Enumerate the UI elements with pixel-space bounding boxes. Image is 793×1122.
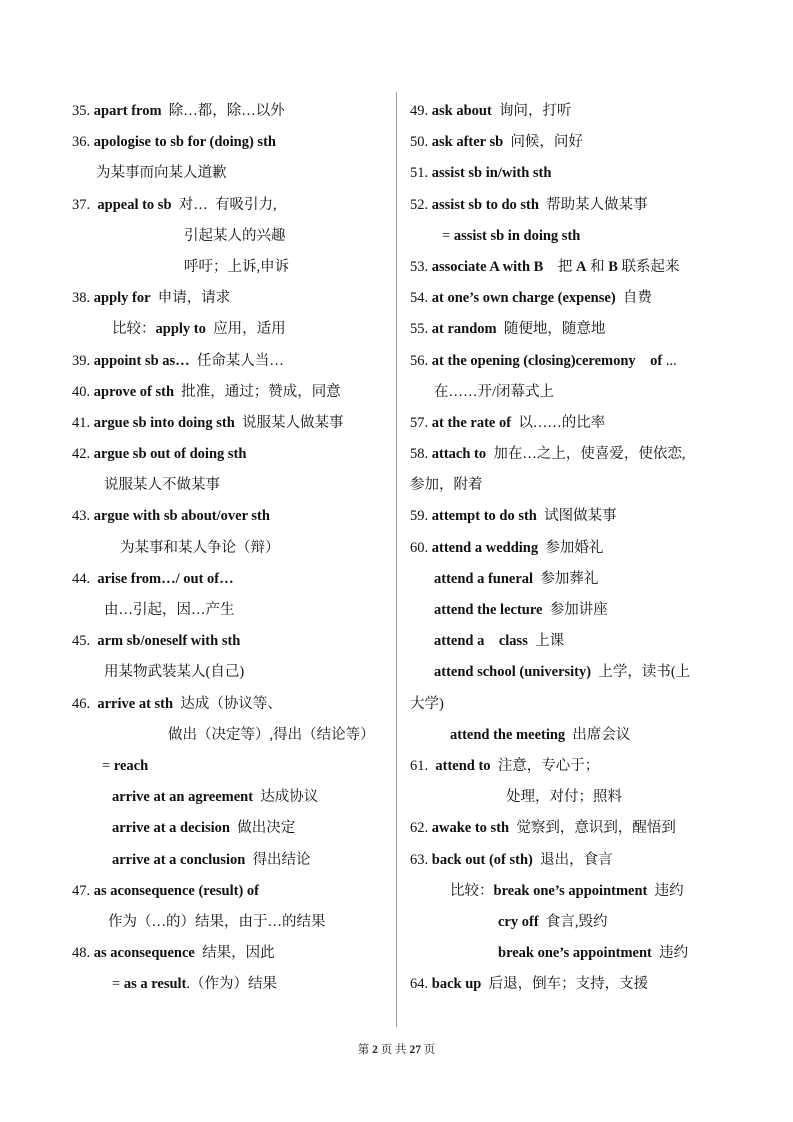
vocab-line [72,439,390,470]
column-divider [396,92,397,1027]
vocab-line [410,533,730,564]
phrase-extra: break one’s appointment [493,882,648,899]
entry-number: 47. [72,882,94,899]
vocab-line [72,127,390,158]
definition-extra: 应用，适用 [205,321,286,338]
vocab-line [410,190,730,221]
phrase: at random [431,321,497,338]
vocab-line [72,751,390,782]
vocab-line [410,907,730,938]
definition: 后退，倒车；支持，支援 [481,976,649,993]
phrase: apologise to sb for (doing) sth [93,134,276,151]
definition: 自费 [615,290,652,307]
vocab-line [410,501,730,532]
phrase: attend the meeting [450,726,566,743]
vocab-line [72,190,390,221]
phrase: appoint sb as… [93,352,190,369]
vocab-line [410,96,730,127]
phrase: attend a wedding [431,539,539,556]
vocab-line [410,283,730,314]
phrase: attach to [431,446,487,463]
vocab-line [410,377,730,408]
definition: 上课 [527,633,565,650]
entry-number: 62. [410,820,432,837]
vocab-line [72,720,390,751]
definition: 说服某人不做某事 [104,477,220,494]
phrase: associate A with B [431,258,544,275]
phrase: aprove of sth [93,383,175,400]
definition: 帮助某人做某事 [538,196,648,213]
phrase: attend a class [434,633,528,650]
phrase: at one’s own charge (expense) [431,290,616,307]
entry-number: 46. [72,695,98,712]
entry-number: 60. [410,539,432,556]
footer-middle: 页 共 [377,1044,410,1056]
vocab-line [72,876,390,907]
definition: 得出结论 [245,851,311,868]
definition: 做出（决定等）,得出（结论等） [168,726,375,743]
vocab-line [410,564,730,595]
definition: ... [662,352,677,369]
entry-number: 59. [410,508,432,525]
phrase: as aconsequence (result) of [93,882,260,899]
entry-number: 40. [72,383,94,400]
vocab-line [72,845,390,876]
definition: 觉察到，意识到，醒悟到 [509,820,676,837]
definition: 处理，对付；照料 [506,789,622,806]
phrase: argue sb out of doing sth [93,446,247,463]
vocab-line [72,377,390,408]
vocab-line [410,314,730,345]
entry-number: 53. [410,258,432,275]
entry-number: 36. [72,134,94,151]
definition: 试图做某事 [536,508,617,525]
vocab-line [410,657,730,688]
definition: 呼吁；上诉,申诉 [184,258,290,275]
vocab-line [72,564,390,595]
entry-number: 54. [410,290,432,307]
phrase: argue sb into doing sth [93,414,235,431]
vocab-line [410,720,730,751]
vocab-line [410,969,730,1000]
left-column [72,96,390,1000]
footer-prefix: 第 [357,1044,373,1056]
definition: 问候，问好 [503,134,583,151]
vocab-line [410,595,730,626]
definition: 大学) [410,695,444,712]
vocab-line [410,626,730,657]
phrase: appeal to sb [97,196,172,213]
definition: 批准，通过；赞成，同意 [174,383,341,400]
vocab-line [72,221,390,252]
vocab-line [410,470,730,501]
phrase-extra: A [575,258,587,275]
entry-number: 64. [410,976,432,993]
vocab-line [410,938,730,969]
entry-number: 56. [410,352,432,369]
vocab-line [72,813,390,844]
definition: 用某物武装某人(自己) [104,664,245,681]
definition: 由…引起，因…产生 [104,602,235,618]
definition: 在……开/闭幕式上 [434,383,555,400]
vocab-line [410,252,730,283]
phrase: arise from…/ out of… [97,570,234,587]
vocab-line [72,907,390,938]
vocab-line [410,221,730,252]
phrase: arm sb/oneself with sth [97,633,241,650]
definition: 比较： [450,882,494,899]
phrase: as aconsequence [93,945,195,962]
vocab-line [72,969,390,1000]
phrase: at the opening (closing)ceremony of [431,352,663,369]
definition: 申请，请求 [150,290,231,307]
definition: 达成（协议等、 [173,695,282,712]
definition: 参加葬礼 [533,570,599,587]
definition: = [102,757,114,774]
definition: 作为（…的）结果，由于…的结果 [108,913,326,930]
definition: 任命某人当… [189,352,284,369]
definition: = [112,976,124,993]
phrase-extra: apply to [155,321,206,338]
footer-suffix: 页 [420,1044,436,1056]
entry-number: 61. [410,757,436,774]
phrase: ask about [431,103,492,119]
vocab-line [72,346,390,377]
entry-number: 37. [72,196,98,213]
definition: 说服某人做某事 [234,414,344,431]
vocab-line [72,252,390,283]
definition: 退出，食言 [532,851,613,868]
vocab-line [410,408,730,439]
right-column [410,96,730,1000]
definition: 参加讲座 [542,602,608,618]
entry-number: 57. [410,414,432,431]
entry-number: 48. [72,945,94,962]
vocab-line [72,470,390,501]
definition-extra: 和 [586,258,609,275]
entry-number: 52. [410,196,432,213]
vocab-line [72,501,390,532]
definition: 参加，附着 [410,477,483,494]
phrase: attend to [435,757,491,774]
vocab-line [410,158,730,189]
phrase: arrive at sth [97,695,174,712]
phrase: cry off [498,913,539,930]
definition: 食言,毁约 [538,913,608,930]
vocab-line [410,751,730,782]
phrase: attend the lecture [434,602,543,618]
vocab-line [72,595,390,626]
vocab-line [72,314,390,345]
current-page-number: 2 [372,1044,378,1056]
definition-extra: .（作为）结果 [186,976,278,993]
entry-number: 49. [410,103,432,119]
phrase: assist sb in/with sth [431,165,552,182]
definition: 加在…之上，使喜爱，使依恋, [486,446,686,463]
entry-number: 55. [410,321,432,338]
definition: = [442,227,454,244]
definition-extra: 违约 [647,882,684,899]
definition: 注意，专心于； [490,757,600,774]
phrase: ask after sb [431,134,504,151]
entry-number: 51. [410,165,432,182]
phrase: arrive at a decision [112,820,230,837]
vocab-line [410,689,730,720]
definition: 对… 有吸引力, [171,196,277,213]
phrase-extra-2: B [608,258,618,275]
vocab-line [72,626,390,657]
phrase: back out (of sth) [431,851,533,868]
phrase-extra: reach [113,757,149,774]
phrase: arrive at a conclusion [112,851,246,868]
phrase: argue with sb about/over sth [93,508,270,525]
phrase: apply for [93,290,151,307]
vocab-line [410,782,730,813]
entry-number: 58. [410,446,432,463]
definition: 为某事和某人争论（辩） [120,539,280,556]
vocab-line [72,408,390,439]
definition: 询问，打听 [491,103,572,119]
entry-number: 43. [72,508,94,525]
vocab-line [410,876,730,907]
definition: 参加婚礼 [538,539,604,556]
definition: 把 [543,258,576,275]
phrase: at the rate of [431,414,512,431]
entry-number: 35. [72,103,94,119]
definition: 做出决定 [230,820,296,837]
entry-number: 50. [410,134,432,151]
vocab-line [72,283,390,314]
vocab-line [72,96,390,127]
vocab-line [410,127,730,158]
entry-number: 45. [72,633,98,650]
phrase: attempt to do sth [431,508,537,525]
phrase: arrive at an agreement [112,789,254,806]
definition: 以……的比率 [511,414,606,431]
phrase: awake to sth [431,820,510,837]
phrase-extra: as a result [123,976,187,993]
vocab-line [72,158,390,189]
definition: 除…都，除…以外 [161,103,285,119]
phrase-extra: assist sb in doing sth [453,227,581,244]
definition: 引起某人的兴趣 [184,227,286,244]
phrase: assist sb to do sth [431,196,539,213]
entry-number: 44. [72,570,98,587]
definition: 为某事而向某人道歉 [96,165,227,182]
total-pages-number: 27 [409,1044,421,1056]
vocab-line [72,782,390,813]
vocab-line [410,439,730,470]
vocab-line [410,813,730,844]
definition: 上学，读书(上 [591,664,691,681]
vocab-line [72,533,390,564]
phrase: attend school (university) [434,664,592,681]
vocab-line [410,845,730,876]
definition: 违约 [651,945,689,962]
phrase: apart from [93,103,162,119]
entry-number: 38. [72,290,94,307]
definition: 随便地，随意地 [496,321,606,338]
vocab-line [72,657,390,688]
vocab-line [72,689,390,720]
page-footer [0,1041,793,1057]
entry-number: 42. [72,446,94,463]
phrase: back up [431,976,482,993]
phrase: break one’s appointment [498,945,652,962]
entry-number: 39. [72,352,94,369]
definition: 比较： [112,321,156,338]
definition: 出席会议 [565,726,631,743]
phrase: attend a funeral [434,570,534,587]
vocab-line [72,938,390,969]
entry-number: 41. [72,414,94,431]
vocab-line [410,346,730,377]
entry-number: 63. [410,851,432,868]
definition: 达成协议 [253,789,319,806]
definition-extra-2: 联系起来 [617,258,680,275]
definition: 结果，因此 [194,945,275,962]
